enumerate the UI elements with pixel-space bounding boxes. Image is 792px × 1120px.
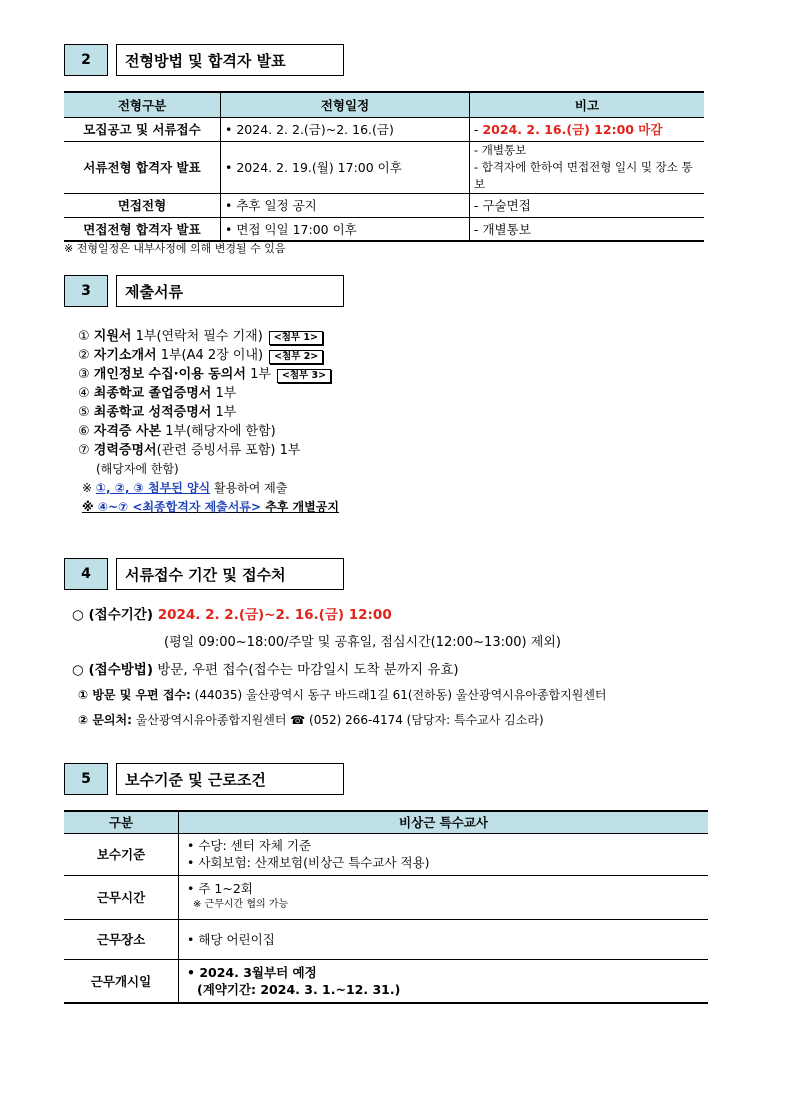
- final-docs-note: ※ ④~⑦ <최종합격자 제출서류> 추후 개별공지: [82, 500, 339, 514]
- submission-period: ○ (접수기간) 2024. 2. 2.(금)~2. 16.(금) 12:00: [72, 607, 392, 623]
- section-5-header: [64, 763, 344, 795]
- document-list: [78, 327, 339, 517]
- schedule-cell: • 면접 익일 17:00 이후: [221, 217, 470, 241]
- note-cell: - 개별통보 - 합격자에 한하여 면접전형 일시 및 장소 통보: [470, 141, 705, 193]
- section-number: 4: [64, 558, 108, 590]
- list-item: ③ 개인정보 수집·이용 동의서 1부 <첨부 3>: [78, 365, 339, 384]
- list-item: ② 자기소개서 1부(A4 2장 이내) <첨부 2>: [78, 346, 339, 365]
- col-header: 비고: [470, 92, 705, 117]
- condition-label: 근무개시일: [64, 959, 179, 1003]
- submission-method: ○ (접수방법) 방문, 우편 접수(접수는 마감일시 도착 분까지 유효): [72, 662, 459, 678]
- section-number: 3: [64, 275, 108, 307]
- condition-label: 보수기준: [64, 833, 179, 875]
- section-title: 서류접수 기간 및 접수처: [116, 558, 344, 590]
- section-number: 5: [64, 763, 108, 795]
- section-title: 전형방법 및 합격자 발표: [116, 44, 344, 76]
- section-3-header: [64, 275, 344, 307]
- list-item: ① 지원서 1부(연락처 필수 기재) <첨부 1>: [78, 327, 339, 346]
- section-title: 보수기준 및 근로조건: [116, 763, 344, 795]
- table-row: [64, 919, 708, 959]
- section-title: 제출서류: [116, 275, 344, 307]
- stage-cell: 면접전형 합격자 발표: [64, 217, 221, 241]
- schedule-footnote: ※ 전형일정은 내부사정에 의해 변경될 수 있음: [64, 242, 286, 255]
- conditions-table: [64, 810, 708, 1004]
- table-row: [64, 833, 708, 875]
- schedule-table: [64, 91, 704, 242]
- schedule-cell: • 2024. 2. 19.(월) 17:00 이후: [221, 141, 470, 193]
- condition-value: • 주 1~2회 ※ 근무시간 협의 가능: [179, 875, 709, 919]
- attachment-note: ※ ①, ②, ③ 첨부된 양식 활용하여 제출: [82, 481, 288, 495]
- attachment-tag: <첨부 1>: [269, 331, 323, 345]
- contact-info: ② 문의처: 울산광역시유아종합지원센터 ☎ (052) 266-4174 (담당자: 특수교사 김소라): [78, 713, 544, 727]
- stage-cell: 모집공고 및 서류접수: [64, 117, 221, 141]
- list-item: ⑦ 경력증명서(관련 증빙서류 포함) 1부: [78, 443, 301, 458]
- attachment-tag: <첨부 2>: [269, 350, 323, 364]
- period-note: (평일 09:00~18:00/주말 및 공휴일, 점심시간(12:00~13:00) 제외): [164, 635, 561, 650]
- list-item: ⑥ 자격증 사본 1부(해당자에 한함): [78, 424, 276, 439]
- note-cell: - 구술면접: [470, 193, 705, 217]
- condition-value: • 수당: 센터 자체 기준 • 사회보험: 산재보험(비상근 특수교사 적용): [179, 833, 709, 875]
- stage-cell: 서류전형 합격자 발표: [64, 141, 221, 193]
- col-header: 전형구분: [64, 92, 221, 117]
- stage-cell: 면접전형: [64, 193, 221, 217]
- condition-label: 근무장소: [64, 919, 179, 959]
- table-row: [64, 117, 704, 141]
- list-item: ⑤ 최종학교 성적증명서 1부: [78, 405, 237, 420]
- col-header: 전형일정: [221, 92, 470, 117]
- condition-value: • 해당 어린이집: [179, 919, 709, 959]
- table-row: [64, 217, 704, 241]
- section-4-header: [64, 558, 344, 590]
- section-2-header: [64, 44, 344, 76]
- condition-value: • 2024. 3월부터 예정 (계약기간: 2024. 3. 1.~12. 31.): [179, 959, 709, 1003]
- schedule-cell: • 2024. 2. 2.(금)~2. 16.(금): [221, 117, 470, 141]
- table-row: [64, 141, 704, 193]
- schedule-cell: • 추후 일정 공지: [221, 193, 470, 217]
- table-row: [64, 875, 708, 919]
- section-number: 2: [64, 44, 108, 76]
- note-cell: - 개별통보: [470, 217, 705, 241]
- table-row: [64, 959, 708, 1003]
- list-item-continuation: (해당자에 한함): [96, 462, 179, 476]
- attachment-tag: <첨부 3>: [277, 369, 331, 383]
- table-row: [64, 193, 704, 217]
- col-header: 비상근 특수교사: [179, 811, 709, 833]
- visit-address: ① 방문 및 우편 접수: (44035) 울산광역시 동구 바드래1길 61(전하동) 울산광역시유아종합지원센터: [78, 688, 607, 702]
- condition-label: 근무시간: [64, 875, 179, 919]
- list-item: ④ 최종학교 졸업증명서 1부: [78, 386, 237, 401]
- note-cell: - 2024. 2. 16.(금) 12:00 마감: [470, 117, 705, 141]
- col-header: 구분: [64, 811, 179, 833]
